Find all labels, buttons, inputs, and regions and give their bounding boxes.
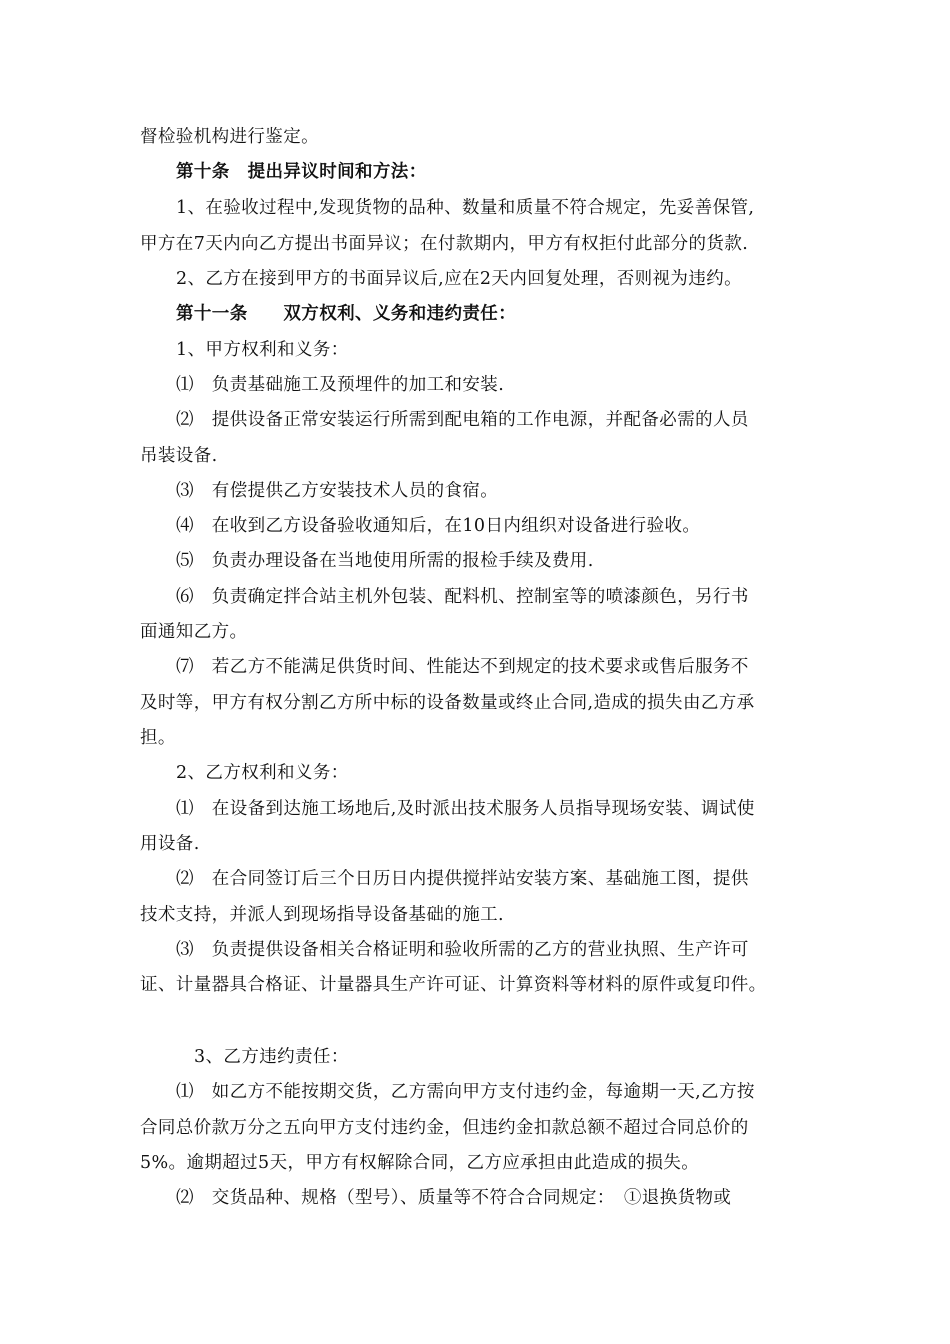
list-item: ⑹ 负责确定拌合站主机外包装、配料机、控制室等的喷漆颜色，另行书	[176, 587, 749, 607]
text-line: 2、乙方在接到甲方的书面异议后,应在2天内回复处理，否则视为违约。	[176, 269, 743, 289]
text-line: 督检验机构进行鉴定。	[140, 127, 319, 147]
text-line: 技术支持，并派人到现场指导设备基础的施工.	[140, 905, 504, 925]
list-item: ⑵ 交货品种、规格（型号）、质量等不符合合同规定： ①退换货物或	[176, 1188, 732, 1208]
section-heading: 第十条 提出异议时间和方法：	[176, 162, 427, 182]
text-line: 及时等，甲方有权分割乙方所中标的设备数量或终止合同,造成的损失由乙方承	[140, 693, 755, 713]
text-line: 合同总价款万分之五向甲方支付违约金，但违约金扣款总额不超过合同总价的	[140, 1118, 749, 1138]
list-item: ⑴ 负责基础施工及预埋件的加工和安装.	[176, 375, 505, 395]
text-line: 甲方在7天内向乙方提出书面异议；在付款期内，甲方有权拒付此部分的货款.	[140, 234, 749, 254]
text-line: 5%。逾期超过5天，甲方有权解除合同，乙方应承担由此造成的损失。	[140, 1153, 700, 1173]
section-heading: 第十一条 双方权利、义务和违约责任：	[176, 304, 517, 324]
list-item: ⑴ 如乙方不能按期交货，乙方需向甲方支付违约金，每逾期一天,乙方按	[176, 1082, 755, 1102]
text-line: 担。	[140, 728, 176, 748]
text-line: 1、在验收过程中,发现货物的品种、数量和质量不符合规定，先妥善保管,	[176, 198, 755, 218]
list-item: ⑸ 负责办理设备在当地使用所需的报检手续及费用.	[176, 551, 594, 571]
list-item: ⑶ 负责提供设备相关合格证明和验收所需的乙方的营业执照、生产许可	[176, 940, 749, 960]
text-line: 面通知乙方。	[140, 622, 248, 642]
list-item: ⑴ 在设备到达施工场地后,及时派出技术服务人员指导现场安装、调试使	[176, 799, 755, 819]
list-item: ⑶ 有偿提供乙方安装技术人员的食宿。	[176, 481, 499, 501]
text-line: 吊装设备.	[140, 446, 218, 466]
list-item: ⑵ 提供设备正常安装运行所需到配电箱的工作电源，并配备必需的人员	[176, 410, 749, 430]
subheading: 1、甲方权利和义务：	[176, 340, 349, 360]
subheading: 2、乙方权利和义务：	[176, 763, 349, 783]
subheading: 3、乙方违约责任：	[194, 1047, 349, 1067]
list-item: ⑺ 若乙方不能满足供货时间、性能达不到规定的技术要求或售后服务不	[176, 657, 749, 677]
list-item: ⑷ 在收到乙方设备验收通知后，在10日内组织对设备进行验收。	[176, 516, 701, 536]
list-item: ⑵ 在合同签订后三个日历日内提供搅拌站安装方案、基础施工图，提供	[176, 869, 749, 889]
text-line: 用设备.	[140, 834, 200, 854]
text-line: 证、计量器具合格证、计量器具生产许可证、计算资料等材料的原件或复印件。	[140, 975, 767, 995]
